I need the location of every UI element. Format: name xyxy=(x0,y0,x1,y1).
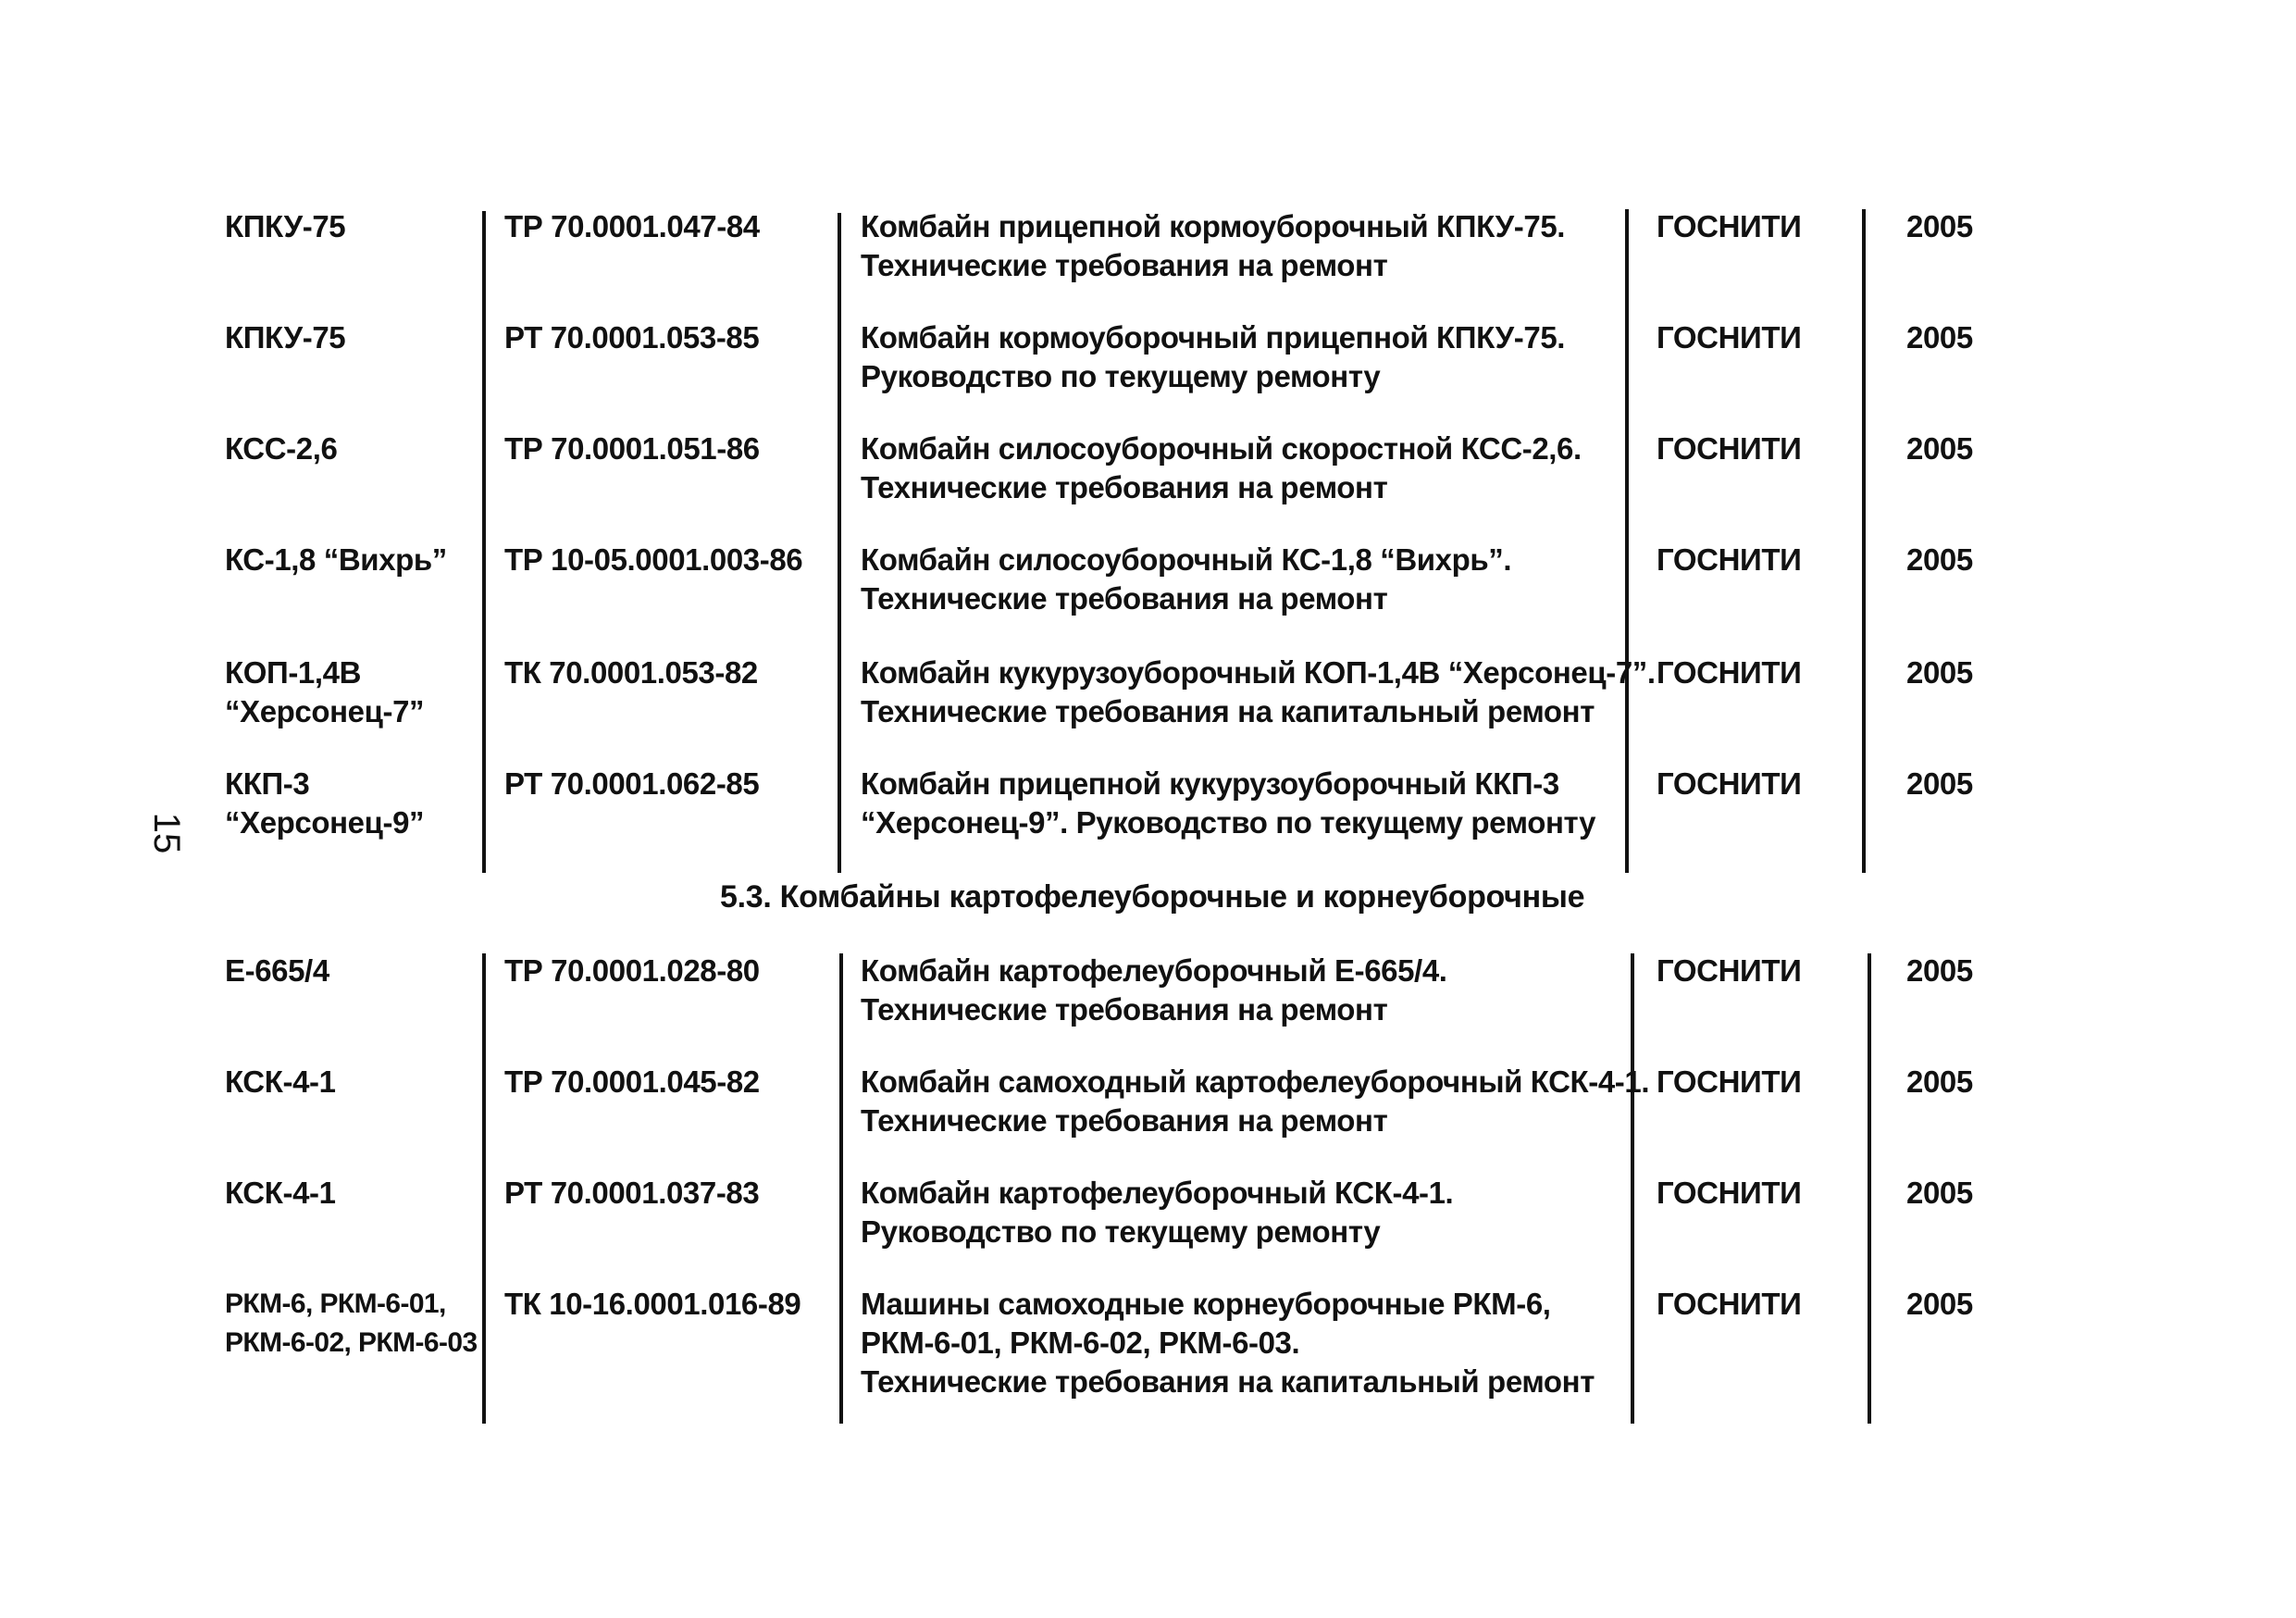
year-cell-line: 2005 xyxy=(1906,209,1973,243)
model-cell-line: РКМ-6, РКМ-6-01, xyxy=(225,1288,446,1319)
year-cell-line: 2005 xyxy=(1906,953,1973,988)
year-cell-line: 2005 xyxy=(1906,1287,1973,1321)
document-number-cell-line: РТ 70.0001.053-85 xyxy=(504,320,760,355)
document-title-cell xyxy=(861,1285,1595,1401)
document-title-cell xyxy=(861,1063,1649,1140)
document-title-cell-line: Технические требования на ремонт xyxy=(861,1103,1388,1138)
organization-cell-line: ГОСНИТИ xyxy=(1657,655,1802,690)
document-title-cell-line: Комбайн кормоуборочный прицепной КПКУ-75. xyxy=(861,320,1566,355)
organization-cell-line: ГОСНИТИ xyxy=(1657,766,1802,801)
model-cell-line: КСС-2,6 xyxy=(225,431,338,466)
year-cell xyxy=(1906,765,1973,803)
document-title-cell-line: Комбайн силосоуборочный скоростной КСС-2,6. xyxy=(861,431,1582,466)
document-title-cell-line: Технические требования на ремонт xyxy=(861,470,1388,504)
column-rule xyxy=(1625,209,1629,873)
organization-cell xyxy=(1657,1174,1801,1213)
year-cell-line: 2005 xyxy=(1906,542,1973,577)
model-cell xyxy=(225,952,329,990)
document-number-cell xyxy=(504,207,760,246)
year-cell-line: 2005 xyxy=(1906,766,1973,801)
document-title-cell xyxy=(861,429,1582,507)
year-cell xyxy=(1906,541,1973,579)
document-number-cell-line: ТР 70.0001.047-84 xyxy=(504,209,760,243)
model-cell-line: КОП-1,4В xyxy=(225,655,362,690)
model-cell-line: КПКУ-75 xyxy=(225,320,346,355)
document-title-cell xyxy=(861,318,1565,396)
organization-cell xyxy=(1657,765,1801,803)
model-cell-line: “Херсонец-9” xyxy=(225,805,425,840)
document-title-cell xyxy=(861,1174,1453,1251)
document-number-cell xyxy=(504,318,759,357)
document-title-cell xyxy=(861,653,1656,731)
organization-cell xyxy=(1657,1285,1801,1324)
year-cell-line: 2005 xyxy=(1906,1064,1973,1099)
model-cell-line: Е-665/4 xyxy=(225,953,329,988)
document-number-cell-line: ТР 70.0001.045-82 xyxy=(504,1064,760,1099)
document-title-cell-line: Технические требования на ремонт xyxy=(861,992,1388,1027)
model-cell-line: КСК-4-1 xyxy=(225,1064,336,1099)
year-cell xyxy=(1906,429,1973,468)
document-number-cell-line: ТК 10-16.0001.016-89 xyxy=(504,1287,801,1321)
document-title-cell-line: Комбайн самоходный картофелеуборочный КСК-4-1. xyxy=(861,1064,1650,1099)
document-number-cell-line: ТР 10-05.0001.003-86 xyxy=(504,542,803,577)
document-title-cell-line: РКМ-6-01, РКМ-6-02, РКМ-6-03. xyxy=(861,1326,1300,1360)
model-cell-line: РКМ-6-02, РКМ-6-03 xyxy=(225,1327,478,1358)
year-cell xyxy=(1906,1063,1973,1101)
model-cell xyxy=(225,1285,478,1363)
organization-cell xyxy=(1657,1063,1801,1101)
year-cell-line: 2005 xyxy=(1906,655,1973,690)
model-cell-line: КСК-4-1 xyxy=(225,1176,336,1210)
document-title-cell xyxy=(861,541,1511,618)
column-rule xyxy=(839,953,843,1424)
column-rule xyxy=(1868,953,1871,1424)
year-cell xyxy=(1906,1174,1973,1213)
organization-cell xyxy=(1657,207,1801,246)
document-number-cell xyxy=(504,1174,759,1213)
organization-cell-line: ГОСНИТИ xyxy=(1657,953,1802,988)
document-title-cell-line: Технические требования на ремонт xyxy=(861,581,1388,616)
organization-cell-line: ГОСНИТИ xyxy=(1657,320,1802,355)
section-heading: 5.3. Комбайны картофелеуборочные и корнеуборочные xyxy=(720,879,1585,915)
document-title-cell xyxy=(861,952,1447,1029)
document-title-cell-line: Технические требования на капитальный ремонт xyxy=(861,1364,1595,1399)
year-cell-line: 2005 xyxy=(1906,1176,1973,1210)
model-cell xyxy=(225,318,345,357)
document-title-cell-line: Комбайн прицепной кормоуборочный КПКУ-75. xyxy=(861,209,1566,243)
organization-cell-line: ГОСНИТИ xyxy=(1657,542,1802,577)
document-title-cell-line: Руководство по текущему ремонту xyxy=(861,359,1381,393)
model-cell-line: “Херсонец-7” xyxy=(225,694,425,728)
document-number-cell xyxy=(504,429,760,468)
model-cell-line: ККП-3 xyxy=(225,766,310,801)
document-number-cell-line: РТ 70.0001.062-85 xyxy=(504,766,760,801)
document-title-cell-line: Комбайн картофелеуборочный КСК-4-1. xyxy=(861,1176,1454,1210)
page-number: 15 xyxy=(146,812,187,854)
document-title-cell-line: Комбайн картофелеуборочный Е-665/4. xyxy=(861,953,1447,988)
year-cell xyxy=(1906,318,1973,357)
year-cell-line: 2005 xyxy=(1906,320,1973,355)
organization-cell xyxy=(1657,429,1801,468)
model-cell-line: КС-1,8 “Вихрь” xyxy=(225,542,447,577)
column-rule xyxy=(1862,209,1866,873)
document-title-cell-line: Технические требования на капитальный ремонт xyxy=(861,694,1595,728)
model-cell xyxy=(225,541,447,579)
document-number-cell xyxy=(504,1285,800,1324)
document-number-cell xyxy=(504,1063,760,1101)
document-number-cell xyxy=(504,541,802,579)
document-title-cell-line: Комбайн силосоуборочный КС-1,8 “Вихрь”. xyxy=(861,542,1512,577)
organization-cell-line: ГОСНИТИ xyxy=(1657,431,1802,466)
model-cell xyxy=(225,1174,336,1213)
organization-cell xyxy=(1657,653,1801,692)
document-title-cell xyxy=(861,765,1595,842)
document-number-cell xyxy=(504,952,760,990)
model-cell xyxy=(225,429,337,468)
year-cell-line: 2005 xyxy=(1906,431,1973,466)
document-number-cell-line: ТР 70.0001.028-80 xyxy=(504,953,760,988)
document-number-cell-line: ТР 70.0001.051-86 xyxy=(504,431,760,466)
document-title-cell-line: Комбайн прицепной кукурузоуборочный ККП-3 xyxy=(861,766,1559,801)
year-cell xyxy=(1906,952,1973,990)
document-title-cell-line: “Херсонец-9”. Руководство по текущему ремонту xyxy=(861,805,1596,840)
document-number-cell xyxy=(504,653,758,692)
model-cell xyxy=(225,653,424,731)
year-cell xyxy=(1906,653,1973,692)
document-title-cell-line: Руководство по текущему ремонту xyxy=(861,1214,1381,1249)
model-cell xyxy=(225,207,345,246)
column-rule xyxy=(1631,953,1634,1424)
model-cell xyxy=(225,1063,336,1101)
document-number-cell-line: ТК 70.0001.053-82 xyxy=(504,655,758,690)
organization-cell xyxy=(1657,952,1801,990)
model-cell xyxy=(225,765,424,842)
document-title-cell-line: Машины самоходные корнеуборочные РКМ-6, xyxy=(861,1287,1551,1321)
organization-cell-line: ГОСНИТИ xyxy=(1657,1176,1802,1210)
document-title-cell-line: Комбайн кукурузоуборочный КОП-1,4В “Херсонец-7”. xyxy=(861,655,1656,690)
document-title-cell-line: Технические требования на ремонт xyxy=(861,248,1388,282)
document-number-cell-line: РТ 70.0001.037-83 xyxy=(504,1176,760,1210)
year-cell xyxy=(1906,207,1973,246)
model-cell-line: КПКУ-75 xyxy=(225,209,346,243)
year-cell xyxy=(1906,1285,1973,1324)
organization-cell-line: ГОСНИТИ xyxy=(1657,1287,1802,1321)
document-title-cell xyxy=(861,207,1565,285)
column-rule xyxy=(482,953,486,1424)
column-rule xyxy=(482,211,486,873)
document-number-cell xyxy=(504,765,759,803)
organization-cell-line: ГОСНИТИ xyxy=(1657,209,1802,243)
organization-cell xyxy=(1657,541,1801,579)
organization-cell xyxy=(1657,318,1801,357)
organization-cell-line: ГОСНИТИ xyxy=(1657,1064,1802,1099)
column-rule xyxy=(838,213,841,873)
